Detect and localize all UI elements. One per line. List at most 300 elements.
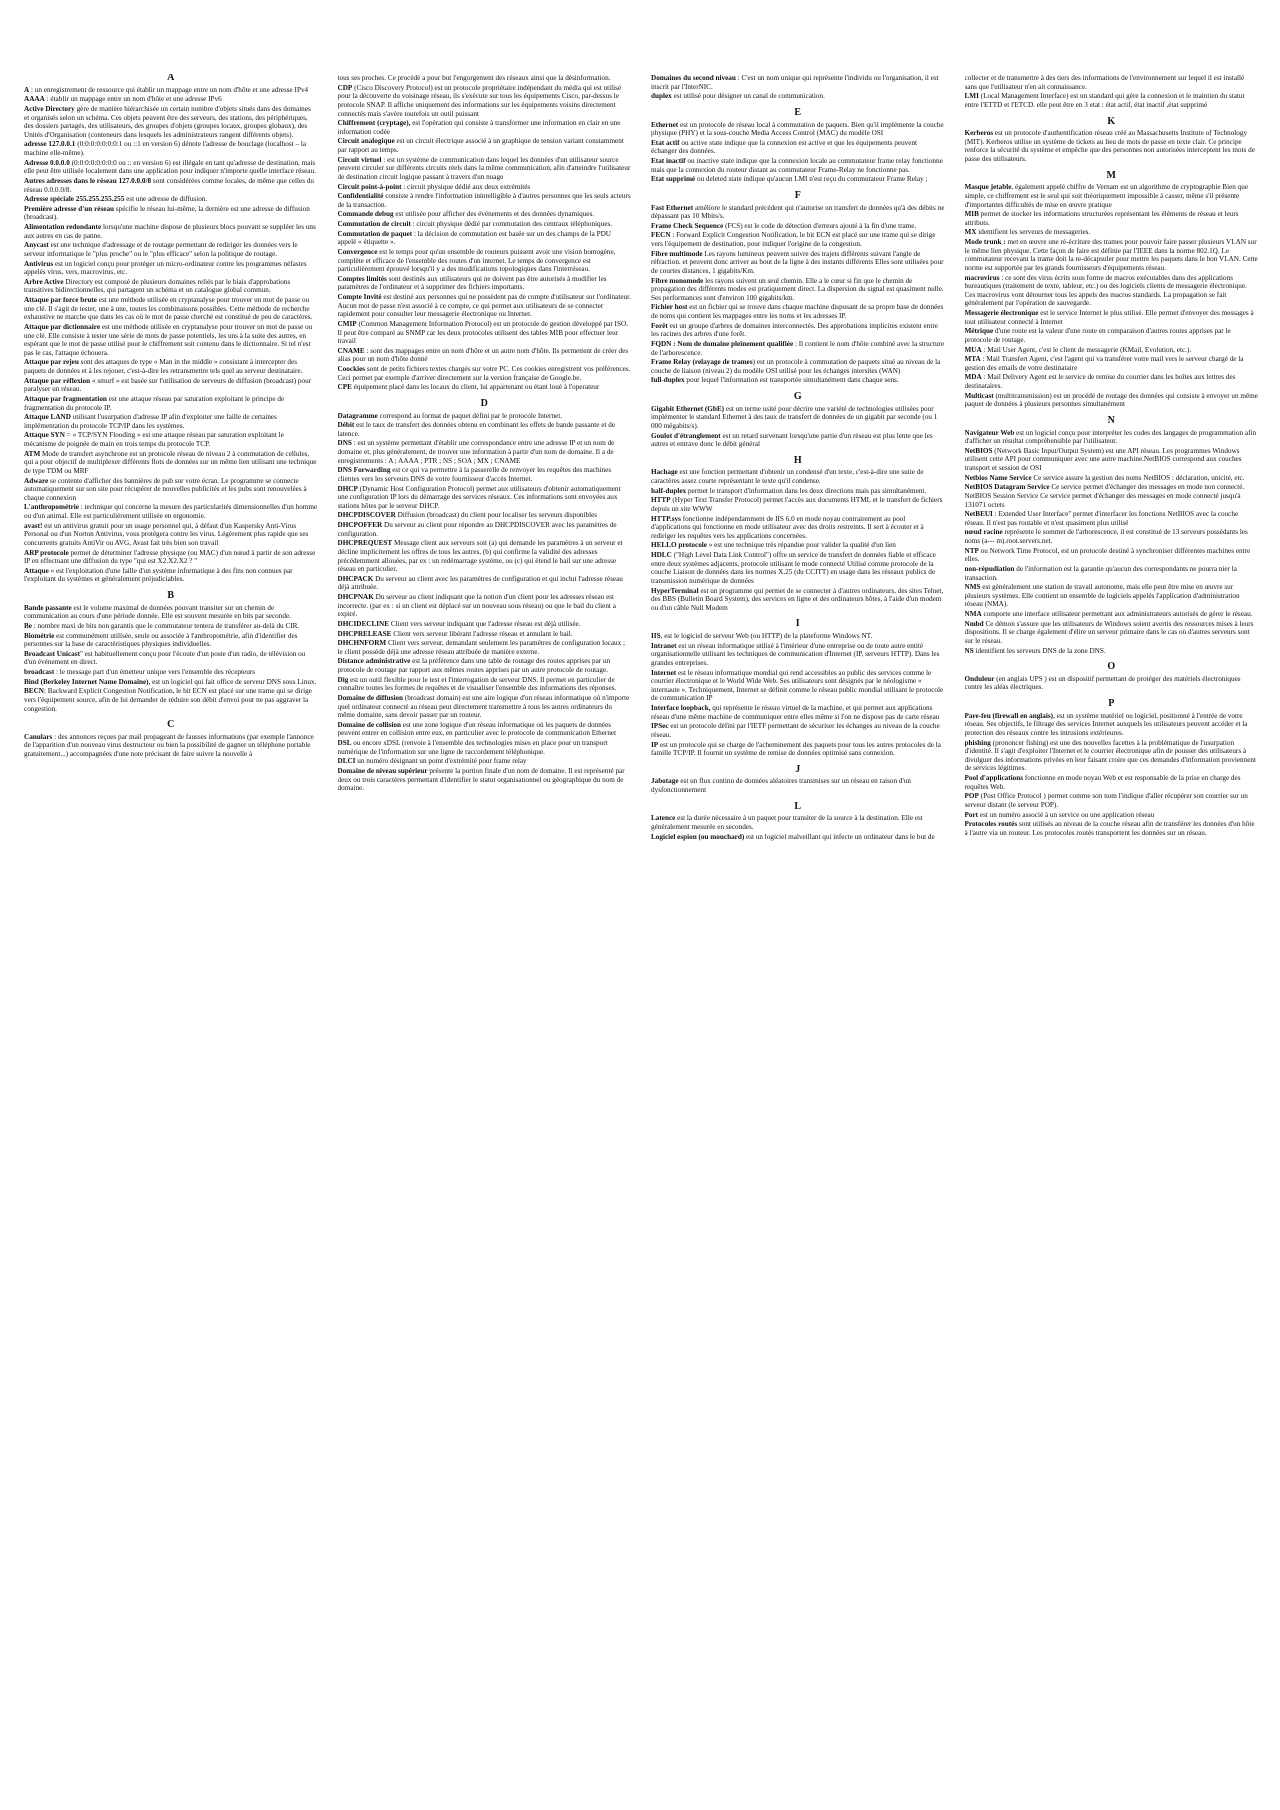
glossary-entry [338,757,632,766]
glossary-entry [24,522,318,548]
glossary-entry [965,774,1259,791]
glossary-term: Attaque par dictionnaire [24,322,101,331]
glossary-term: Onduleur [964,674,995,683]
glossary-entry [338,119,632,136]
glossary-definition: est un numéro associé à un service ou une application réseau [978,810,1155,819]
glossary-term: DHCPOFFER [337,521,383,529]
glossary-term: Fibre multimode [651,249,703,258]
section-letter-a: A [167,74,175,83]
glossary-definition: " est habituellement conçu pour l'écoute d'un poste d'un radio, de télévision ou d'un événement en direct. [24,649,306,667]
glossary-term: Adresse spéciale 255.255.255.255 [24,195,125,204]
glossary-entry [24,105,318,140]
glossary-definition: Du serveur au client pour répondre au DHCPDISCOVER avec les paramètres de configuration. [337,521,617,538]
glossary-definition: ou encore xDSL (renvoie à l'ensemble des technologies mises en place pour un transport numérique de l'information sur une ligne de raccordement téléphonique. [337,739,608,756]
glossary-entry [338,137,632,154]
glossary-definition: (Common Management Information Protocol) est un protocole de gestion développé par ISO. Il peut être comparé au SNMP car les deux protocoles utilisent des tables MIB pour effectuer leur travail [337,319,628,346]
glossary-definition: comporte une interface utilisateur permettant aux administrateurs autorisés de gérer le réseau. [981,610,1253,618]
glossary-term: Port [964,810,979,819]
glossary-entry [338,466,632,483]
section-letter-c: C [167,719,175,731]
glossary-definition: Ce service assure la gestion des noms NetBIOS : déclaration, unicité, etc. [1031,473,1245,482]
glossary-term: Broadcast Unicast [24,649,80,658]
glossary-entry [965,447,1259,473]
glossary-definition: (multitransmission) est un procédé de routage des données qui consiste à envoyer un même paquet de données à plusieurs personnes simultanément [964,391,1258,409]
glossary-term: DNS Forwarding [337,466,391,475]
glossary-definition: (Dynamic Host Configuration Protocol) permet aux utilisateurs d'obtenir automatiquement une configuration IP lors du démarrage des services réseaux. Ces informations sont envoyées aux stations hôtes par le serveur DHCP. [337,484,621,510]
glossary-definition: Ce démon s'assure que les utilisateurs de Windows soient avertis des ressources mises à leurs dispositions. Il se charge également d'élire un serveur primaire dans le cas où d'autres serveurs sont sur le réseau. [964,619,1254,645]
glossary-term: MUA [964,345,982,354]
glossary-term: Nmbd [964,619,984,628]
glossary-definition: est une zone logique d'un réseau informatique où les paquets de données peuvent entrer en collision entre eux, en particulier avec le protocole de communication Ethernet [337,720,617,738]
glossary-definition: : Mail Delivery Agent est le service de remise du courrier dans les boîtes aux lettres des destinataires. [964,373,1236,390]
glossary-term: Commutation de circuit [337,220,411,228]
glossary-definition: (prononcer fishing) est une des nouvelles facettes à la problématique de l'usurpation d'identité. Il s'agit d'exploiter l'Internet et le courrier électronique afin de pousser des utilisateurs à divulguer des informations privées en leur faisant croire que ces demandes d'information proviennent de services légitimes. [964,738,1256,773]
glossary-term: Anycast [24,241,49,250]
glossary-entry [24,549,318,566]
glossary-term: Etat actif [651,138,680,147]
glossary-term: DHCPDISCOVER [337,511,396,520]
glossary-definition: « smurf » est basée sur l'utilisation de serveurs de diffusion (broadcast) pour paralyser un réseau. [24,376,312,394]
glossary-entry [651,157,945,174]
glossary-term: Confidentialité [337,192,384,201]
glossary-entry [24,95,318,104]
glossary-definition: : des annonces reçues par mail propageant de fausses informations (par exemple l'annonce de l'apparition d'un nouveau virus destructeur ou bien la possibilité de gagner un téléphone portable gratuitement...) accompagnées d'une note précisant de faire suivre la nouvelle à [24,732,314,758]
glossary-definition: est un réseau informatique utilisé à l'intérieur d'une entreprise ou de toute autre entité organisationnelle utilisant les techniques de communication d'Internet (IP, serveurs HTTP). Dans les grandes entreprises. [651,641,940,667]
glossary-definition: (en anglais UPS ) est un dispositif permettant de protéger des matériels électroniques contre les aléas électriques. [964,674,1241,692]
glossary-term: CMIP [337,319,357,328]
glossary-term: IIS [651,632,661,640]
glossary-entry [338,230,632,247]
glossary-definition: : le message part d'un émetteur unique vers l'ensemble des récepteurs [54,668,255,676]
glossary-definition: est une technique d'adressage et de routage permettant de rediriger les données vers le serveur informatique le "plus proche" ou le "plus efficace" selon la politique de routage. [24,241,298,258]
glossary-definition: est utilisé pour désigner un canal de communication. [671,92,825,101]
glossary-term: Protocoles routés [964,820,1018,829]
glossary-term: half-duplex [651,486,687,495]
glossary-entry [338,275,632,292]
glossary-definition: est ce qui va permettre à la passerelle de renvoyer les requêtes des machines clientes vers les serveurs DNS de votre fournisseur d'accès Internet. [337,466,612,483]
glossary-term: Commande debug [337,210,394,219]
glossary-definition: identifient les serveurs DNS de la zone DNS. [973,646,1106,655]
glossary-definition: est un groupe d'arbres de domaines interconnectés. Des approbations implicites existent entre les racines des arbres d'une forêt. [651,321,938,339]
glossary-entry [24,260,318,277]
glossary-entry [338,320,632,346]
glossary-term: FECN [651,231,671,240]
glossary-term: Interface loopback, [651,704,711,712]
column-3 [651,74,945,1810]
glossary-definition: lorsqu'une machine dispose de plusieurs blocs pouvant se suppléer les uns aux autres en cas de panne. [24,223,316,240]
glossary-entry [651,551,945,586]
glossary-entry [651,722,945,739]
glossary-entry [338,694,632,720]
glossary-entry [965,238,1259,273]
glossary-entry [338,347,632,364]
section-letter-g: G [793,391,802,402]
glossary-entry [651,777,945,794]
glossary-entry [965,327,1259,344]
glossary-entry [24,278,318,295]
glossary-entry [338,721,632,738]
glossary-term: IP [651,740,659,749]
glossary-term: Métrique [964,327,994,336]
glossary-entry [965,309,1259,326]
glossary-term: IPSec [651,722,669,731]
glossary-entry [651,704,945,721]
glossary-term: CDP [337,83,353,92]
glossary-term: HELLO protocole [651,541,707,550]
glossary-term: Netbios Name Service [964,473,1032,482]
glossary-term: Hachage [651,468,678,477]
glossary-term: Domaine de niveau supérieur [337,766,428,775]
glossary-entry [651,814,945,831]
glossary-definition: est un logiciel malveillant qui infecte un ordinateur dans le but de [744,832,935,841]
glossary-entry [651,92,945,101]
glossary-entry [651,496,945,513]
glossary-entry [965,92,1259,109]
glossary-definition: : Backward Explicit Congestion Notification, le bit ECN est placé sur une trame qui se dirige vers l'équipement source, afin de lui demander de réduire son débit d'envoi pour ne pas aggraver la congestion. [24,687,312,713]
glossary-entry [651,376,945,385]
glossary-entry [338,439,632,465]
glossary-definition: Mode de transfert asynchrone est un protocole réseau de niveau 2 à commutation de cellules, qui a pour objectif de multiplexer différents flots de données sur un même lien utilisant une technique de type TDM ou MRF [24,449,317,475]
glossary-term: HDLC [651,551,672,559]
glossary-entry [965,183,1259,209]
glossary-definition: ou deleted state indique qu'aucun LMI n'est reçu du commutateur Frame Relay ; [695,175,928,184]
glossary-definition: améliore le standard précédent qui n'autorise un transfert de données qu'à des débits ne dépassant pas 10 Mbits/s. [651,203,945,221]
glossary-term: Arbre Active [24,277,64,286]
glossary-term: Kerberos [964,129,994,138]
glossary-term: Adresse 0.0.0.0 [24,158,70,167]
glossary-entry [965,510,1259,527]
glossary-term: NMA [964,610,982,618]
glossary-entry [338,220,632,229]
glossary-definition: : Forward Explicit Congestion Notification, le bit ECN est placé sur une trame qui se dirige vers l'équipement de destination, pour indiquer l'origine de la congestion. [651,231,936,248]
glossary-entry [965,811,1259,820]
glossary-term: Goulot d'étranglement [651,431,721,440]
section-letter-k: K [1107,115,1116,127]
glossary-entry [965,228,1259,237]
glossary-definition: est le volume maximal de données pouvant transiter sur un chemin de communication au cours d'une période donnée. Elle est souvent mesurée en bits par seconde. [24,603,291,621]
glossary-entry [338,192,632,209]
glossary-definition: fonctionne en mode noyau Web et est responsable de la prise en charge des requêtes Web. [964,774,1241,791]
glossary-definition: : Mail Transfert Agent, c'est l'agent qui va transférer votre mail vers le serveur chargé de la gestion des emails de votre destinataire [964,355,1244,372]
glossary-term: NTP [964,546,979,555]
column-2 [338,74,632,1810]
glossary-term: DHCP [337,484,358,493]
glossary-entry [24,159,318,176]
glossary-entry [651,833,945,842]
glossary-definition: , est un logiciel qui fait office de serveur DNS sous Linux. [148,677,317,686]
glossary-definition: : technique qui concerne la mesure des particularités dimensionnelles d'un homme ou d'un animal. Elle est particulièrement utilisée en ergonomie. [24,503,318,520]
glossary-definition: : la décision de commutation est basée sur un des champs de la PDU appelé « étiquette ». [337,229,611,247]
glossary-term: Latence [651,814,676,823]
glossary-entry [965,429,1259,446]
glossary-term: Alimentation redondante [24,223,102,231]
glossary-entry [24,622,318,631]
glossary-definition: est généralement une station de travail autonome, mais elle peut être mise en œuvre sur plusieurs systèmes. Elle contient un ensemble de logiciels appelés l'application d'administration réseau (NMA). [964,583,1240,609]
glossary-entry [338,183,632,192]
glossary-entry [651,175,945,184]
glossary-entry [338,84,632,119]
glossary-entry [965,528,1259,545]
glossary-term: Chiffrement (cryptage), [337,119,411,128]
glossary-definition: est un logiciel conçu pour interpréter les codes des langages de programmation afin d'afficher un résultat compréhensible par l'utilisateur. [964,428,1257,446]
glossary-term: Masque jetable [964,183,1012,192]
glossary-entry [24,678,318,687]
glossary-entry [965,583,1259,609]
glossary-entry [24,140,318,157]
glossary-entry [651,277,945,303]
glossary-definition: : C'est un nom unique qui représente l'individu ou l'organisation, il est inscrit par l'InterNIC. [651,74,939,91]
glossary-entry [965,355,1259,372]
glossary-term: HTTP.sys [651,514,681,523]
glossary-entry [24,241,318,258]
glossary-term: A [24,85,30,94]
glossary-entry [24,431,318,448]
glossary-term: Be [24,621,32,630]
glossary-definition: sont utilisés au niveau de la couche réseau afin de transférer les données d'un hôte à l'autre via un routeur. Les protocoles routés transportent les données sur un réseau. [964,820,1255,837]
glossary-definition: (0:0:0:0:0:0:0:0 ou :: en version 6) est illégale en tant qu'adresse de destination, mais elle peut être utilisée localement dans une application pour indiquer n'importe quelle interface réseau. [24,158,316,176]
glossary-term: phishing [964,738,991,747]
glossary-term: Dig [337,675,349,684]
glossary-definition: (FCS) est le code de détection d'erreurs ajouté à la fin d'une trame. [723,221,917,230]
glossary-entry [338,739,632,756]
glossary-term: MX [964,228,977,237]
glossary-definition: d'une route est la valeur d'une route en comparaison d'autres routes apprises par le protocole de routage. [964,327,1231,344]
glossary-entry [965,483,1259,509]
glossary-definition: , également appelé chiffre de Vernam est un algorithme de cryptographie Bien que simple, ce chiffrement est le seul qui soit théoriquement impossible à casser, même s'il présente d'importantes difficultés de mise en œuvre pratique [964,183,1249,209]
glossary-definition: identifient les serveurs de messageries. [976,228,1091,237]
glossary-entry [965,346,1259,355]
glossary-definition: « est l'exploitation d'une faille d'un système informatique à des fins non connues par l'exploitant du systèmes et généralement préjudiciables. [24,566,293,584]
glossary-entry [338,521,632,538]
glossary-term: Circuit point-à-point [337,182,402,191]
glossary-term: Attaque par fragmentation [24,394,107,403]
glossary-term: DHCPREQUEST [337,539,393,548]
glossary-entry [24,86,318,95]
section-letter-j: J [795,763,801,775]
glossary-term: LMI [964,92,979,101]
glossary-entry [965,565,1259,582]
glossary-term: CNAME [337,346,365,355]
glossary-definition: Du serveur au client indiquant que la notion d'un client pour les adresses réseau est incorrecte. (par ex : si un client est déplacé sur un nouveau sous réseau) ou que le bail du client a expiré. [337,593,616,619]
glossary-term: NMS [964,583,981,592]
glossary-entry [651,204,945,221]
glossary-entry [651,358,945,375]
glossary-entry [24,632,318,649]
glossary-definition: consiste à rendre l'information inintelligible à d'autres personnes que les seuls acteurs de la transaction. [337,192,631,209]
glossary-entry [651,669,945,704]
glossary-entry [24,687,318,713]
glossary-term: AAAA [24,95,45,104]
glossary-entry [965,610,1259,619]
glossary-definition: est un logiciel conçu pour protéger un micro-ordinateur contre les programmes néfastes appelés virus, vers, macrovirus, etc. [24,259,307,277]
glossary-term: DNS [337,439,352,448]
glossary-entry [338,511,632,520]
glossary-entry [651,487,945,496]
glossary-term: Canulars [24,732,53,741]
section-letter-p: P [1108,698,1115,709]
glossary-entry [338,575,632,592]
glossary-term: adresse 127.0.0.1 [24,140,76,149]
glossary-term: DHCHNFORM [337,639,387,648]
glossary-entry [338,248,632,274]
glossary-definition: représente le sommet de l'arborescence, il est constitué de 13 serveurs possédants les noms (a--- m).root.servers.net. [964,528,1248,545]
glossary-entry [24,296,318,322]
glossary-definition: est une adresse de diffusion. [124,195,208,204]
glossary-term: Adware [24,476,49,485]
glossary-definition: est un terme usité pour décrire une variété de technologies utilisées pour implémenter le standard Ethernet à des taux de transfert de données de un gigabit par seconde (ou 1 000 mégabits/s). [651,404,938,430]
section-letter-i: I [795,618,800,630]
glossary-definition: (Local Management Interface) est un standard qui gère la connexion et le maintien du statut entre l'ETTD et l'ETCD. elle peut être en 3 etat : état actif, état inactif ,état supprimé [964,92,1245,109]
glossary-term: duplex [651,92,672,101]
glossary-definition: fonctionne indépendamment de IIS 6.0 en mode noyau contrairement au pool d'applications qui fonctionne en mode utilisateur avec des droits restreints. Il sert à écouter et à rediriger les requêtes vers les applications concernées. [651,514,924,540]
glossary-term: Bind (Berkeley Internet Name Domaine) [24,677,149,686]
glossary-entry [651,632,945,641]
glossary-term: macrovirus [964,273,1000,282]
glossary-term: Active Directory [24,104,75,113]
glossary-entry [651,642,945,668]
glossary-term: Autres adresses dans le réseau 127.0.0.0/8 [24,176,152,185]
glossary-term: Internet [651,668,677,677]
glossary-term: Fichier host [651,303,688,312]
glossary-entry [338,156,632,182]
glossary-entry [24,323,318,358]
glossary-entry [965,647,1259,656]
glossary-entry [24,358,318,375]
glossary-term: Navigateur Web [964,428,1015,437]
glossary-entry [965,74,1259,91]
glossary-definition: : circuit physique dédié par commutation des centraux téléphoniques. [410,220,613,228]
glossary-entry [338,421,632,438]
glossary-definition: est un circuit électrique associé à un graphique de tension variant constamment par rapport au temps. [337,137,624,154]
glossary-term: Multicast [964,391,994,400]
glossary-term: Attaque LAND [24,413,71,422]
glossary-definition: : Extended User Interface" permet d'interfacer les fonctions NetBIOS avec la couche réseau. Il n'est pas routable et n'est quasiment plus utilisé [964,510,1239,527]
glossary-entry [651,340,945,357]
glossary-definition: de l'information est la garantie qu'aucun des correspondants ne pourra nier la transaction. [964,564,1237,582]
section-letter-m: M [1106,169,1116,181]
glossary-definition: est la préférence dans une table de routage des routes apprises par un protocole de routage par rapport aux mêmes routes apprises par un autre protocole de routage. [337,657,611,674]
glossary-term: NetBIOS Datagram Service [964,483,1050,492]
glossary-entry [24,450,318,476]
glossary-term: Domaines du second niveau [651,74,736,82]
glossary-definition: est destiné aux personnes qui ne possèdent pas de compte d'utilisateur sur l'ordinateur. Aucun mot de passe n'est associé à ce compte, ce qui permet aux utilisateurs de se connecter rapidement pour consulter leur messagerie électronique ou Internet. [337,293,631,319]
glossary-term: DHCIDECLINE [337,619,390,628]
glossary-definition: se contente d'afficher des bannières de pub sur votre écran. Le programme se connecte automatiquement sur son site pour récupérer de nouvelles publicités et les pubs sont renouvelées à chaque connexion [24,476,307,502]
glossary-definition: utilisant l'usurpation d'adresse IP afin d'exploiter une faille de certaines implémentation du protocole TCP/IP dans les systèmes. [24,413,277,430]
glossary-entry [24,195,318,204]
glossary-entry [338,383,632,392]
glossary-entry [24,604,318,621]
glossary-term: HTTP [651,496,671,505]
glossary-entry [24,395,318,412]
glossary-term: DSL [337,739,352,747]
glossary-entry [338,412,632,421]
glossary-definition: » est une technique très répandue pour valider la qualité d'un lien [706,541,896,550]
glossary-entry [338,639,632,656]
glossary-term: POP [964,792,979,801]
glossary-entry [651,139,945,156]
glossary-entry [651,587,945,613]
glossary-term: Convergence [337,247,378,256]
glossary-definition: équipement placé dans les locaux du client, lui appartenant ou étant loué à l'operateur [351,383,600,392]
section-letter-h: H [793,454,802,466]
glossary-definition: (Cisco Discovery Protocol) est un protocole propriétaire indépendant du média qui est utilisé pour la découverte du voisinage réseau, ils s'exécute sur tous les équipements Cisco, par-dessus le protocole SNAP. Il affiche uniquement des informations sur les équipements voisins directement connectés mais s'avère toutefois un outil puissant [337,83,622,118]
glossary-entry [965,129,1259,164]
glossary-term: Jabotage [651,777,679,786]
glossary-term: DHCPRELEASE [337,629,392,638]
glossary-definition: est l'opération qui consiste à transformer une information en clair en une information codée [337,119,621,136]
glossary-term: Datagramme [337,411,378,420]
glossary-definition: Client vers serveur indiquant que l'adresse réseau est déjà utilisée. [389,619,581,628]
glossary-definition: est le temps pour qu'un ensemble de routeurs puissent avoir une vision homogène, complète et efficace de l'ensemble des routes d'un internet. Le temps de convergence est particulièrement éprouvé lorsqu'il y a des modifications topologiques dans l'interréseau. [337,247,616,274]
glossary-definition: est un protocole d'authentification réseau créé au Massachusetts Institute of Technology (MIT). Kerberos utilise un système de tickets au lieu de mots de passe en texte clair. Ce principe renforce la sécurité du système et empêche que des personnes non autorisées interceptent les mots de passe des utilisateurs. [964,129,1255,163]
glossary-term: Biométrie [24,631,55,640]
glossary-definition: est une méthode utilisée en cryptanalyse pour trouver un mot de passe ou une clé. Il s'agit de tester, une à une, toutes les combinaisons possibles. Cette méthode de recherche exhaustive ne marche que dans les cas où le mot de passe cherché est constitué de peu de caractères. [24,296,313,322]
glossary-entry [965,739,1259,774]
glossary-definition: est un antivirus gratuit pour un usage personnel qui, à défaut d'un Kaspersky Anti-Virus Personal ou d'un Norton Antivirus, vous protégera contre les virus. Légèrement plus rapide que ses concurrents gratuits AntiVir ou AVG, Avast fait très bien son travail [24,521,309,547]
glossary-term: Mode trunk : [964,238,1006,246]
glossary-entry [651,515,945,541]
glossary-entry [651,322,945,339]
glossary-definition: est le taux de transfert des données obtenu en combinant les effets de bande passante et de latence. [337,421,616,438]
glossary-term: Pare-feu (firewall en anglais) [964,711,1054,720]
glossary-term: Comptes limités [337,274,387,283]
glossary-term: nœud racine [964,528,1003,537]
glossary-term: BECN [24,687,44,696]
glossary-term: Circuit virtuel [337,155,382,164]
glossary-term: L'anthropométrie [24,503,79,512]
glossary-definition: , est un système matériel ou logiciel, positionné à l'entrée de votre réseau. Ses objectifs, le filtrage des services Internet auxquels les utilisateurs peuvent accéder et la protection des réseaux contre les intrusions extérieures. [964,711,1248,737]
glossary-entry [24,503,318,520]
glossary-definition: : établir un mappage entre un nom d'hôte et une adresse IPv6 [44,95,222,104]
glossary-entry [24,413,318,430]
glossary-definition: est utilisée pour afficher des événements et des données dynamiques. [393,210,595,219]
glossary-term: broadcast [24,668,55,676]
glossary-definition: permet de déterminer l'adresse physique (ou MAC) d'un nœud à partir de son adresse IP en effectuant une diffusion du type "qui est X2.X2.X2 ? " [24,548,316,566]
glossary-definition: est le réseau informatique mondial qui rend accessibles au public des services comme le courrier électronique et le World Wide Web. Ses utilisateurs sont désignés par le néologisme « internaute ». Techniquement, Internet se définit comme le réseau public mondial utilisant le protocole de communication IP [651,668,944,703]
glossary-definition: : Il contient le nom d'hôte combiné avec la structure de l'arborescence. [651,339,945,357]
glossary-term: non-répudiation [964,564,1015,573]
glossary-term: Attaque par force brute [24,296,97,304]
glossary-entry [965,792,1259,809]
glossary-term: MIB [964,210,979,219]
glossary-entry [24,223,318,240]
glossary-entry [651,222,945,231]
glossary-term: Forêt [651,321,668,330]
glossary-entry [24,733,318,759]
glossary-definition: est un fichier qui se trouve dans chaque machine disposant de sa propre base de données de noms qui contient les mappages entre les noms et les adresses IP. [651,303,944,320]
glossary-definition: Du serveur au client avec les paramètres de configuration et qui inclut l'adresse réseau déjà attribuée. [337,574,623,592]
glossary-entry [338,620,632,629]
section-letter-o: O [1107,661,1116,673]
glossary-definition: est un outil flexible pour le test et l'interrogation de serveur DNS. Il permet en particulier de connaître toutes les formes de requêtes et de visualiser l'ensemble des informations des réponses. [337,675,617,693]
section-letter-l: L [794,800,802,812]
glossary-entry [338,210,632,219]
glossary-definition: spécifie le réseau lui-même, la dernière est une adresse de diffusion (broadcast). [24,204,310,222]
glossary-definition: qui représente le réseau virtuel de la machine, et qui permet aux applications réseau d'une même machine de communiquer entre elles même si l'on ne dispose pas de carte réseau [651,704,940,721]
glossary-term: Distance administrative [337,657,411,666]
glossary-entry [651,74,945,91]
glossary-term: DLCI [337,757,356,766]
glossary-entry [24,650,318,667]
glossary-term: CPE [337,383,352,392]
glossary-entry [338,485,632,511]
glossary-entry [651,121,945,138]
glossary-definition: est communément utilisée, seule ou associée à l'anthropométrie, afin d'identifier des personnes sur la base de caractéristiques physiques individuelles. [24,631,298,649]
column-4 [965,74,1259,1810]
glossary-definition: sont destinés aux utilisateurs qui ne doivent pas être autorisés à modifier les paramètres de l'ordinateur et à supprimer des fichiers importants. [337,274,607,292]
section-letter-f: F [794,189,801,201]
